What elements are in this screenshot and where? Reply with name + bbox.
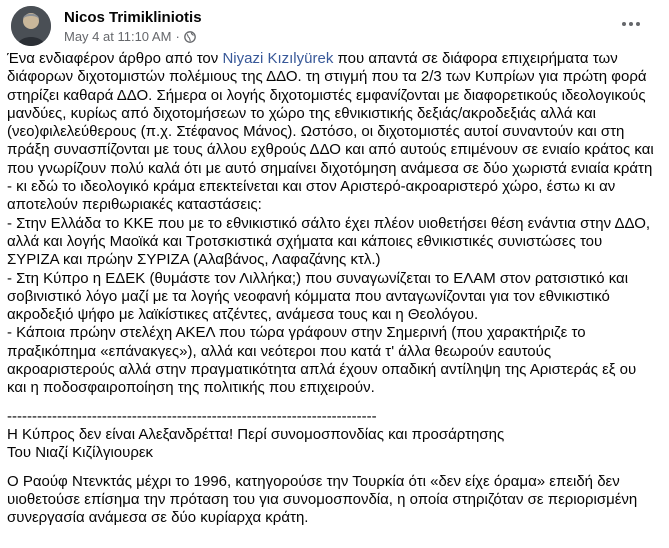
meta-separator: · — [175, 29, 180, 44]
bullet-item: - Κάποια πρώην στελέχη ΑΚΕΛ που τώρα γράφουν στην Σημερινή (που χαρακτήριζε το πραξικόπημα «επάνακγες»), αλλά και νεότεροι που κατά τ' άλλα θεωρούν εαυτούς ακροαριστερούς αλλά στην πραγματικότητα απλά έχουν οπαδική αντίληψη της Αριστεράς εξ ου και η ποδοσφαιροποίηση της πολιτικής που επιχειρούν. — [7, 324, 637, 397]
post-paragraph-intro — [7, 50, 657, 215]
avatar[interactable] — [11, 6, 51, 46]
bullet-item: - Στην Ελλάδα το ΚΚΕ που με το εθνικιστικό σάλτο έχει πλέον υιοθετήσει θέση ενάντια στην ΔΔΟ, αλλά και λογής Μαοϊκά και Τροτσκιστικά σχήματα και κάποιες εθνικιστικές συνιστώσες του ΣΥΡΙΖΑ και πρώην ΣΥΡΙΖΑ (Αλαβάνος, Λαφαζάνης κτλ.) — [7, 214, 651, 269]
profile-photo-icon — [11, 6, 51, 46]
more-options-button[interactable] — [617, 10, 645, 38]
post-meta — [64, 29, 196, 44]
post-body — [5, 50, 657, 527]
globe-icon[interactable] — [184, 31, 196, 43]
more-horizontal-icon — [621, 21, 641, 27]
article-lead: Ο Ραούφ Ντενκτάς μέχρι το 1996, κατηγορούσε την Τουρκία ότι «δεν είχε όραμα» επειδή δεν υιοθετούσε επίσημα την πρόταση του για συνομοσπονδία, η οποία στηριζόταν σε περιορισμένη συνεργασία ανάμεσα σε δύο κυρίαρχα κράτη. — [7, 472, 638, 527]
post-date[interactable]: May 4 at 11:10 AM — [64, 29, 172, 44]
mentioned-user-link[interactable]: Niyazi Kızılyürek — [222, 50, 334, 67]
article-byline: Του Νιαζί Κιζίλγιουρεκ — [7, 444, 154, 462]
intro-text-part2: που απαντά σε διάφορα επιχειρήματα των διάφορων διχοτομιστών πολέμιους της ΔΔΟ. τη στιγμή που τα 2/3 των Κυπρίων για πρώτη φορά στηρίζει καθαρά ΔΔΟ. Σήμερα οι λογής διχοτομιστές εμφανίζονται με διαφορετικούς ιδεολογικούς μανδύες, κυρίως από διχοτομήσεων το χώρο της εθνικιστικής δεξιάς/ακροδεξιάς αλλά και (νεο)φιλελεύθερους (π.χ. Στέφανος Μάνος). Ωστόσο, οι διχοτομιστές αυτοί συναντούν και στη πράξη συνασπίζονται με τους άλλου εχθρούς ΔΔΟ και από αυτούς επιμένουν σε ενιαίο κράτος και που γνωρίζουν πολύ καλά ότι με αυτό σημαίνει διχοτόμηση ανάμεσα σε δύο χωριστά ενιαία κράτη - κι εδώ το ιδεολογικό κράμα επεκτείνεται και στον Αριστερό-ακροαριστερό χώρο, έστω κι αν αποτελούν περιθωριακές καταστάσεις: — [7, 50, 654, 214]
intro-text-part1: Ένα ενδιαφέρον άρθρο από τον — [7, 50, 223, 67]
separator-line: -------------------------------------------------------------------------- — [7, 407, 377, 425]
post-header — [5, 0, 657, 50]
bullet-item: - Στη Κύπρο η ΕΔΕΚ (θυμάστε τον Λιλλήκα;) που συναγωνίζεται το ΕΛΑΜ στον ρατσιστικό και σοβινιστικό λόγο μαζί με τα λογής νεοφανή κόμματα που ανταγωνίζονται για τον εθνικιστικό ακροδεξιό ψήφο με λαϊκίστικες ατζέντες, ανάμεσα τους και η Θεολόγου. — [7, 269, 629, 324]
author-name[interactable]: Nicos Trimikliniotis — [64, 9, 202, 26]
article-title: Η Κύπρος δεν είναι Αλεξανδρέττα! Περί συνομοσπονδίας και προσάρτησης — [7, 425, 505, 443]
